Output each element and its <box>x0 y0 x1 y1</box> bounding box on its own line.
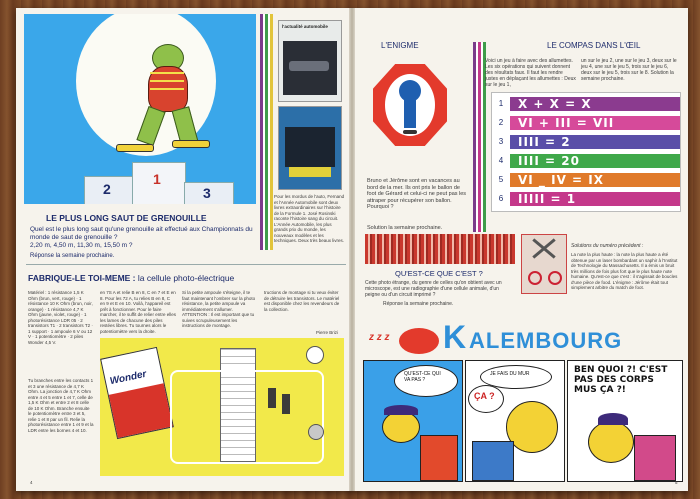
car-magazine-cover-2 <box>278 106 342 190</box>
enigme-title: L'ENIGME <box>381 41 419 50</box>
battery-brand: Wonder <box>108 368 148 388</box>
comic-panel-3 <box>567 360 683 482</box>
compas-text-right: un sur le jeu 2, une sur le jeu 3, deux sur le jeu 4, une sur le jeu 5, trois sur le jeu 6, deux sur le jeu 5, trois sur le 8. Solution la semaine prochaine. <box>581 58 677 82</box>
frog-footer: Réponse la semaine prochaine. <box>30 253 115 259</box>
film-strip-photo <box>365 234 515 264</box>
puzzle-row-number: 1 <box>492 97 510 111</box>
puzzle-row-number: 3 <box>492 135 510 149</box>
wire-loop <box>170 370 324 464</box>
decorative-stripes-left <box>260 14 273 250</box>
diy-column-2: Tu branches entre les contacts 1 et 3 une résistance de 4,7 K Ohm. La jonction de 4,7 K Ohm entre 4 et 5 entre 1 et 7, celle de 1,5 K Ohm et entre 2 et 8 celle de 10 K Ohm. Branche ensuite le potentiomètre entre 3 et 5, relie 1 et 8 par un fil. Relie la photorésistance entre 1 et 9 et la LDR entre les bornes 4 et 10. <box>28 378 94 433</box>
puzzle-row <box>492 116 680 130</box>
puzzle-row <box>492 192 680 206</box>
puzzle-row <box>492 97 680 111</box>
divider-line <box>26 264 346 265</box>
puzzle-row-equation: VI _ IV = IX <box>510 173 680 187</box>
solutions-text: La note la plus haute : la note la plus haute a été obtenue par un laser bombardant un saphir à l'Institut de Technologie du Massachusetts. Il a émis un bruit très millions de fois plus fort que le plus haute note humaine. Qu'est-ce que c'est : il s'agissait de boucles d'une pièce de food. L'énigme : Jérôme était tout simplement arbitre du match de foot. <box>571 252 678 290</box>
puzzle-row-equation: X + X = X <box>510 97 680 111</box>
quest-footer: Réponse la semaine prochaine. <box>383 301 454 307</box>
frog-question: Quel est le plus long saut qu'une grenouille ait effectué aux Championnats du monde de saut de grenouille ? <box>30 226 253 241</box>
quest-text: Cette photo étrange, du genre de celles qu'on obtient avec un microscope, est une radiographie d'une cellule animale, d'un peigne ou d'un circuit imprimé ? <box>365 280 502 298</box>
scissors-photo <box>521 234 567 294</box>
enigme-text: Bruno et Jérôme sont en vacances au bord de la mer. Ils ont pris le ballon de foot de Gérard et celui-ci ne peut pas les attraper pour récupérer son ballon. Pourquoi ? <box>367 178 467 210</box>
kalembourg-zzz: z z z <box>369 332 390 343</box>
puzzle-row <box>492 135 680 149</box>
puzzle-row <box>492 154 680 168</box>
diy-signature: Pierre Brizi <box>316 330 339 335</box>
left-page <box>16 8 351 491</box>
puzzle-row-equation: VI + III = VII <box>510 116 680 130</box>
comic-bubble-3: ÇA ? <box>474 391 495 401</box>
puzzle-row-number: 5 <box>492 173 510 187</box>
podium-third-label: 3 <box>203 185 211 201</box>
open-magazine <box>16 8 688 491</box>
kalembourg-title: ALEMBOURG <box>469 328 623 353</box>
solutions-title: Solutions du numéro précédent : <box>571 243 644 249</box>
car-magazine-cover-1 <box>278 20 342 102</box>
diy-title <box>28 274 234 282</box>
puzzle-row <box>492 173 680 187</box>
right-page <box>353 8 688 491</box>
car-magazine-title: l'actualité automobile <box>282 24 328 29</box>
lamp <box>306 346 324 364</box>
kalembourg-k-letter: K <box>443 319 467 355</box>
podium <box>84 162 234 204</box>
page-number-right: 5 <box>675 480 678 485</box>
puzzle-row-number: 6 <box>492 192 510 206</box>
enigme-footer: Solution la semaine prochaine. <box>367 225 443 231</box>
diy-column-1: Matériel : 1 résistance 1,5 K Ohm (brun, vert, rouge) · 1 résistance 10 K Ohm (brun, noir, orange) · 1 résistance 4,7 K Ohm (jaune, violet, rouge) · 1 photorésistance LDR 05 · 2 transistors T1 · 2 transistors T2 · 1 support · 1 ampoule 6 V ou 12 V · 1 potentiomètre · 2 piles Wonder 4,5 V. <box>28 290 93 345</box>
diy-title-rest: la cellule photo-électrique <box>137 273 235 283</box>
podium-first-label: 1 <box>153 171 161 187</box>
quest-title: QU'EST-CE QUE C'EST ? <box>395 269 483 278</box>
puzzle-row-equation: IIIII = 1 <box>510 192 680 206</box>
puzzle-row-number: 2 <box>492 116 510 130</box>
frog-character <box>134 44 204 164</box>
comic-bubble-4: BEN QUOI ?! C'EST PAS DES CORPS MUS ÇA ?! <box>574 365 668 395</box>
photoresistor <box>308 424 324 440</box>
comic-panel-1 <box>363 360 463 482</box>
frog-illustration-panel <box>24 14 256 204</box>
page-number-left: 4 <box>30 480 33 485</box>
puzzle-row-number: 4 <box>492 154 510 168</box>
battery <box>100 347 174 439</box>
compas-text-left: Voici un jeu à faire avec des allumettes. Les six opérations qui suivent donnent des résultats faux. Il faut les rendre justes en déplaçant les allumettes : Deux sur le jeu 1, <box>485 58 576 88</box>
keyhole-illustration <box>373 58 447 152</box>
frog-title: LE PLUS LONG SAUT DE GRENOUILLE <box>46 213 207 223</box>
puzzle-row-equation: IIII = 20 <box>510 154 680 168</box>
car-books-text: Pour les mordus de l'auto, Fernand et l'Année Automobile sont deux livres extraordinaires sur l'histoire de la Formule 1. José Rosinski raconte l'histoire sang du circuit. L'Année Automobile, les plus grands prix du monde, les nouveaux modèles et les techniques. Deux très beaux livres. <box>274 194 345 243</box>
puzzle-row-equation: IIII = 2 <box>510 135 680 149</box>
comic-strip <box>363 360 681 482</box>
diy-column-3: en 7S A et relie B en 8, C en 7 et E en 8. Pour les 72 A, tu relies B en 8, C en 9 et E en 10. Voilà, l'appareil est prêt à fonctionner. Pour le faire marcher, il te suffit de relier entre elles les lames de chacune des piles restées libres. Tu tournes alors le potentiomètre vers la droite. <box>100 290 176 334</box>
comic-bubble-1: QU'EST-CE QUI VA PAS ? <box>404 371 441 383</box>
circuit-diagram-panel <box>100 338 344 476</box>
frog-options: 2,20 m, 4,50 m, 11,30 m, 15,50 m ? <box>30 242 133 249</box>
comic-panel-2 <box>465 360 565 482</box>
kalembourg-header <box>363 320 681 358</box>
diy-column-5: tructions de montage si tu veux éviter de détruire les transistors. Le matériel est disponible chez les revendeurs de la collection. <box>264 290 340 312</box>
matchstick-puzzle-table <box>491 92 681 212</box>
podium-second-label: 2 <box>103 181 111 197</box>
diy-column-4: Si la petite ampoule s'éteigne, il te faut maintenant l'ombrer sur la photo résistance, la petite ampoule va immédiatement s'allumer. ATTENTION : Il est important que tu suives scrupuleusement les instructions de montage. <box>182 290 256 328</box>
comic-bubble-2: JE FAIS DU MUR <box>490 371 530 377</box>
diy-title-bold: FABRIQUE-LE TOI-MEME : <box>28 273 136 283</box>
compas-title: LE COMPAS DANS L'ŒIL <box>547 41 641 50</box>
